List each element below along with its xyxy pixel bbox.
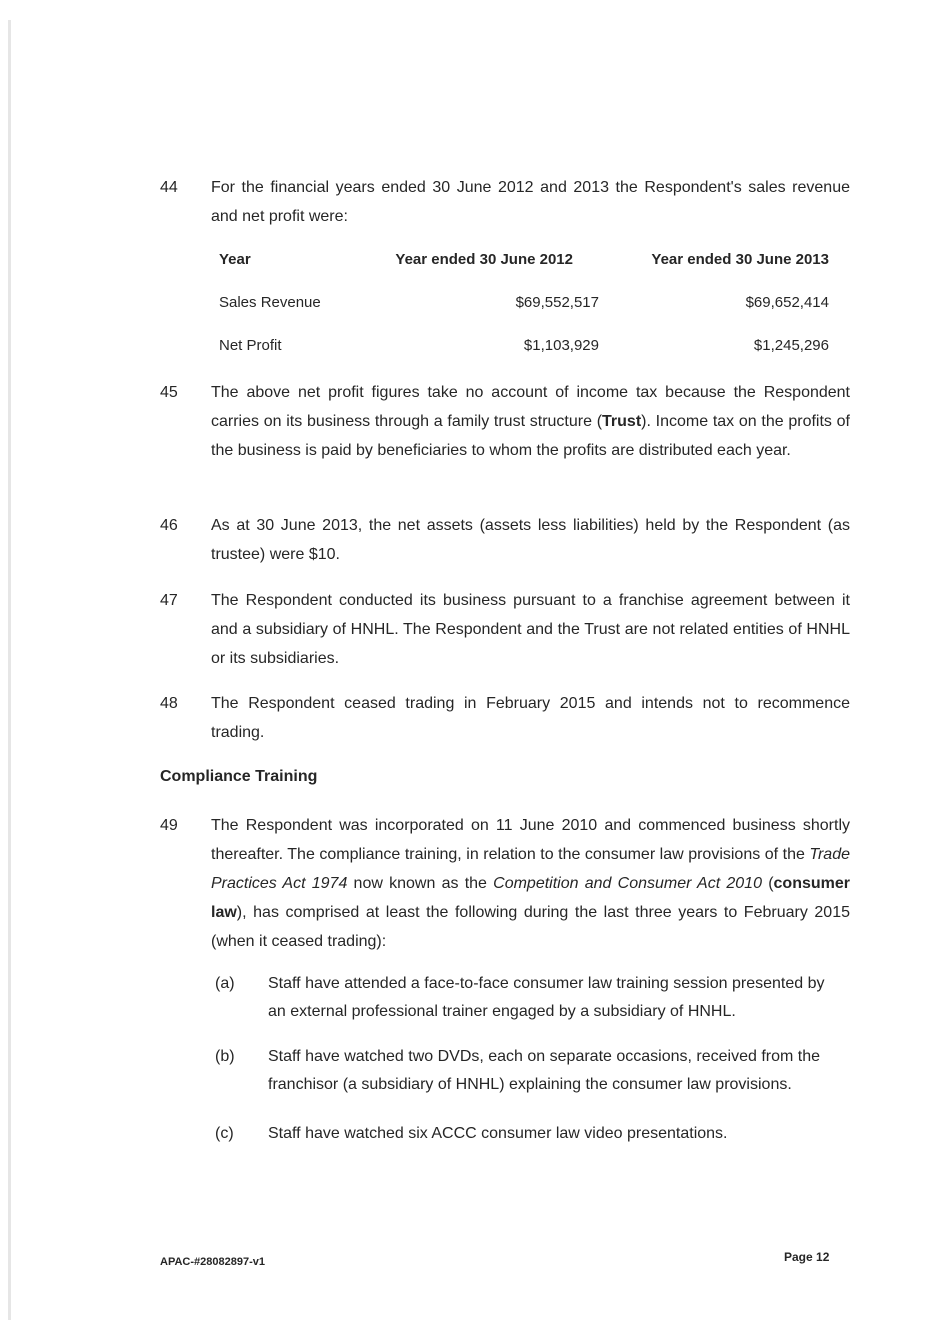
- paragraph-number: 49: [160, 817, 178, 834]
- sub-item-b: [215, 1043, 835, 1099]
- page-edge-shadow: [8, 20, 11, 1320]
- paragraph-number: 45: [160, 384, 178, 401]
- table-cell: $1,245,296: [753, 337, 829, 354]
- paragraph-44: [160, 173, 850, 231]
- paragraph-number: 46: [160, 517, 178, 534]
- paragraph-number: 48: [160, 695, 178, 712]
- paragraph-49: [160, 811, 850, 956]
- table-cell: $1,103,929: [523, 337, 599, 354]
- section-heading: Compliance Training: [160, 768, 318, 785]
- sub-item-label: (b): [215, 1048, 235, 1065]
- table-header-cell: Year ended 30 June 2012: [395, 251, 573, 268]
- table-cell: Sales Revenue: [219, 294, 321, 311]
- page-number: Page 12: [784, 1250, 830, 1264]
- sub-item-text: Staff have watched six ACCC consumer law video presentations.: [268, 1125, 728, 1142]
- sub-item-label: (c): [215, 1125, 234, 1142]
- paragraph-45: [160, 378, 850, 465]
- sub-item-c: [215, 1120, 835, 1148]
- table-header-row: [219, 251, 829, 294]
- table-cell: Net Profit: [219, 337, 282, 354]
- sub-item-text: Staff have watched two DVDs, each on separate occasions, received from the franchisor (a subsidiary of HNHL) explaining the consumer law provisions.: [268, 1048, 820, 1093]
- financial-table: [219, 251, 829, 380]
- paragraph-text: The Respondent was incorporated on 11 June 2010 and commenced business shortly thereafter. The compliance training, in relation to the consumer law provisions of the Trade Practices Act 1974 now known as the Competition and Consumer Act 2010 (consumer law), has comprised at least the following during the last three years to February 2015 (when it ceased trading):: [211, 817, 850, 950]
- sub-item-text: Staff have attended a face-to-face consumer law training session presented by an external professional trainer engaged by a subsidiary of HNHL.: [268, 975, 825, 1020]
- table-cell: $69,552,517: [515, 294, 599, 311]
- table-row: [219, 294, 829, 337]
- paragraph-text: As at 30 June 2013, the net assets (assets less liabilities) held by the Respondent (as trustee) were $10.: [211, 517, 850, 563]
- paragraph-47: [160, 586, 850, 673]
- sub-item-a: [215, 970, 835, 1026]
- paragraph-text: The above net profit figures take no account of income tax because the Respondent carries on its business through a family trust structure (Trust). Income tax on the profits of the business is paid by beneficiaries to whom the profits are distributed each year.: [211, 384, 850, 459]
- paragraph-48: [160, 689, 850, 747]
- table-row: [219, 337, 829, 380]
- table-header-cell: Year ended 30 June 2013: [651, 251, 829, 268]
- paragraph-46: [160, 511, 850, 569]
- paragraph-number: 44: [160, 179, 178, 196]
- table-header-cell: Year: [219, 251, 251, 268]
- table-cell: $69,652,414: [745, 294, 829, 311]
- document-id: APAC-#28082897-v1: [160, 1256, 265, 1268]
- sub-item-label: (a): [215, 975, 235, 992]
- paragraph-number: 47: [160, 592, 178, 609]
- paragraph-text: For the financial years ended 30 June 2012 and 2013 the Respondent's sales revenue and net profit were:: [211, 179, 850, 225]
- paragraph-text: The Respondent conducted its business pursuant to a franchise agreement between it and a subsidiary of HNHL. The Respondent and the Trust are not related entities of HNHL or its subsidiaries.: [211, 592, 850, 667]
- paragraph-text: The Respondent ceased trading in February 2015 and intends not to recommence trading.: [211, 695, 850, 741]
